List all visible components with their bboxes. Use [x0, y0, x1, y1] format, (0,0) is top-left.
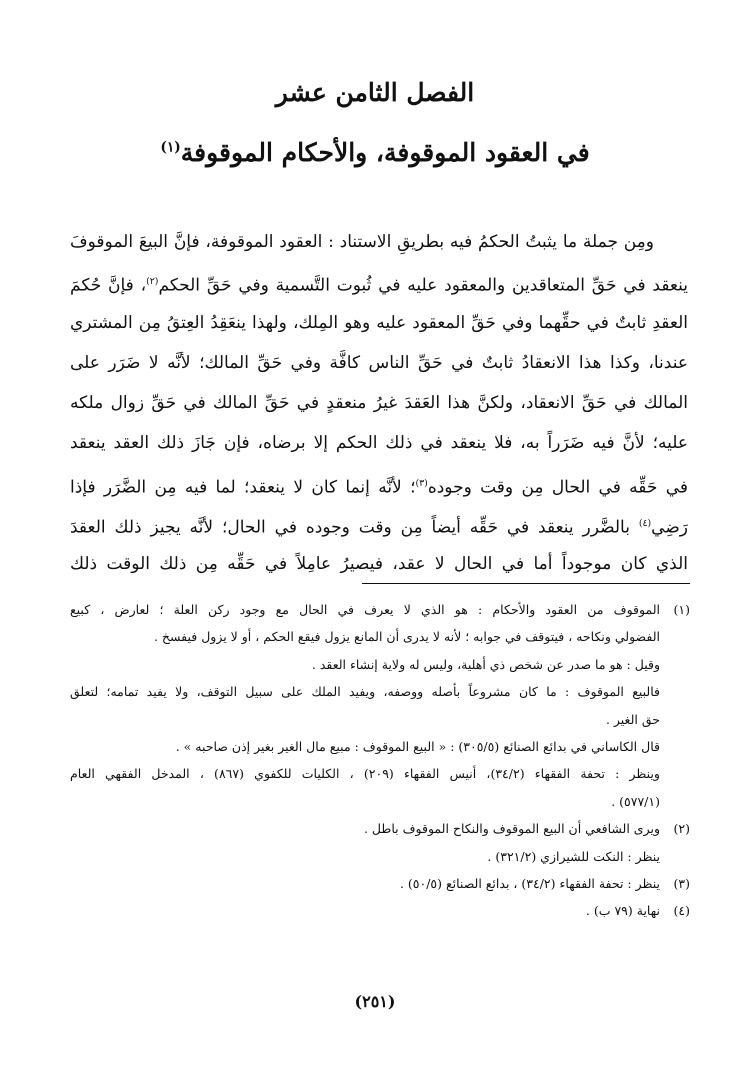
footnote-line — [70, 706, 690, 733]
footnote-text: (٥٧٧/١) . — [611, 793, 660, 809]
footnote-line — [70, 733, 690, 760]
footnotes — [70, 596, 690, 925]
footnote-text: الموقوف من العقود والأحكام : هو الذي لا يعرف في الحال مع وجود ركن العلة ؛ لعارض ، كبيع — [70, 602, 660, 617]
chapter-title: الفصل الثامن عشر — [275, 78, 475, 107]
footnote-marker: (١) — [160, 139, 181, 156]
footnote-text: نهاية (٧٩ ب) . — [585, 903, 660, 919]
footnote-line — [70, 760, 690, 787]
chapter-subtitle-text: في العقود الموقوفة، والأحكام الموقوفة — [180, 138, 590, 167]
footnote-text: ينظر : النكت للشيرازي (٣٢١/٢) . — [487, 848, 660, 864]
body-line — [70, 383, 688, 423]
body-line-text: المالك في حَقِّ الانعقاد، ولكنَّ هذا العَقدَ غيرُ منعقدٍ في حَقِّ المالك في حَقِّ زوال ملكه — [70, 393, 688, 414]
body-line — [70, 222, 688, 262]
footnote-line — [70, 897, 690, 924]
body-line-text: رَضِي — [651, 517, 688, 538]
footnote-marker: (٤) — [638, 518, 652, 530]
body-line-text: ومِن جملة ما يثبتُ الحكمُ فيه بطريقِ الاستناد : العقود الموقوفة، فإنَّ البيعَ الموقوفَ — [70, 232, 654, 252]
body-line — [70, 504, 688, 544]
footnote-marker: (٢) — [146, 276, 159, 288]
footnote-text: وينظر : تحفة الفقهاء (٣٤/٢)، أنيس الفقهاء (٢٠٩) ، الكليات للكفوي (٨٦٧) ، المدخل الفقهي العام — [70, 766, 660, 782]
body-line-text: الذي كان موجوداً أما في الحال لا عقد، فيصيرُ عامِلاً في حَقِّه مِن ذلك الوقت ذلك — [70, 554, 688, 575]
body-line — [70, 343, 688, 383]
footnote-marker: (٣) — [415, 477, 428, 489]
body-line-text: في حَقِّه في الحال مِن وقت وجوده — [427, 477, 688, 498]
body-line — [70, 464, 688, 504]
footnote-line — [70, 788, 690, 815]
footnote-number: (٤) — [673, 903, 690, 919]
footnote-text: ويرى الشافعي أن البيع الموقوف والنكاح الموقوف باطل . — [363, 821, 660, 837]
body-paragraph — [70, 222, 688, 585]
footnote-text: قال الكاساني في بدائع الصنائع (٣٠٥/٥) : « البيع الموقوف : مبيع مال الغير بغير إذن صاحبه » . — [175, 738, 660, 754]
body-line-text: عليه؛ لأنَّ فيه ضَرَراً به، فلا ينعقد في ذلك الحكم إلا برضاه، فإن جَازَ ذلك العقد ينعقد — [70, 433, 688, 454]
page-number: (٢٥١) — [354, 992, 396, 1011]
body-line-text: ؛ لأنَّه إنما كان لا ينعقد؛ لما فيه مِن الضَّرَر فإذا — [70, 477, 416, 498]
footnote-line — [70, 843, 690, 870]
footnote-text: حق الغير . — [605, 711, 660, 727]
footnote-line — [70, 596, 690, 623]
footnote-line — [70, 678, 690, 705]
footnote-number: (٣) — [673, 875, 690, 891]
body-line-text: عندنا، وكذا هذا الانعقادُ ثابتٌ في حَقِّ الناس كافَّة وفي حَقِّ المالك؛ لأنَّه لا ضَرَر على — [70, 352, 688, 373]
footnote-number: (١) — [673, 602, 690, 617]
body-line — [70, 544, 688, 584]
body-line — [70, 262, 688, 302]
footnote-line — [70, 651, 690, 678]
footnote-line — [70, 870, 690, 897]
footnote-divider — [362, 583, 690, 584]
footnote-line — [70, 815, 690, 842]
body-line-text: ينعقد في حَقِّ المتعاقدين والمعقود عليه في ثُبوت التَّسمية وفي حَقِّ الحكم — [158, 275, 688, 296]
footnote-text: ينظر : تحفة الفقهاء (٣٤/٢) ، بدائع الصنائع (٥٠/٥) . — [399, 875, 660, 891]
footnote-text: وقيل : هو ما صدر عن شخص ذي أهلية، وليس له ولاية إنشاء العقد . — [311, 656, 660, 672]
body-line-text: ، فإنَّ حُكمَ — [70, 275, 147, 296]
footnote-text: الفضولي ونكاحه ، فيتوقف في جوابه ؛ لأنه لا يدرى أن المانع يزول فيقع الحكم ، أو لا يزول فيفسخ . — [153, 629, 660, 645]
body-line — [70, 423, 688, 463]
body-line — [70, 303, 688, 343]
footnote-text: فالبيع الموقوف : ما كان مشروعاً بأصله ووصفه، ويفيد الملك على سبيل التوقف، ولا يفيد تمامه؛ لتعلق — [70, 684, 660, 700]
body-line-text: بالضَّرر ينعقد في حَقِّه أيضاً مِن وقت وجوده في الحال؛ لأنَّه يجيز ذلك العقدَ — [70, 517, 639, 538]
footnote-number: (٢) — [673, 821, 690, 837]
footnote-line — [70, 623, 690, 650]
body-line-text: العقدِ ثابتٌ في حقِّهما وفي حَقِّ المعقود عليه وهو المِلك، ولهذا ينعَقِدُ العِتقُ مِن المشتري — [70, 312, 688, 333]
chapter-subtitle — [0, 138, 750, 167]
